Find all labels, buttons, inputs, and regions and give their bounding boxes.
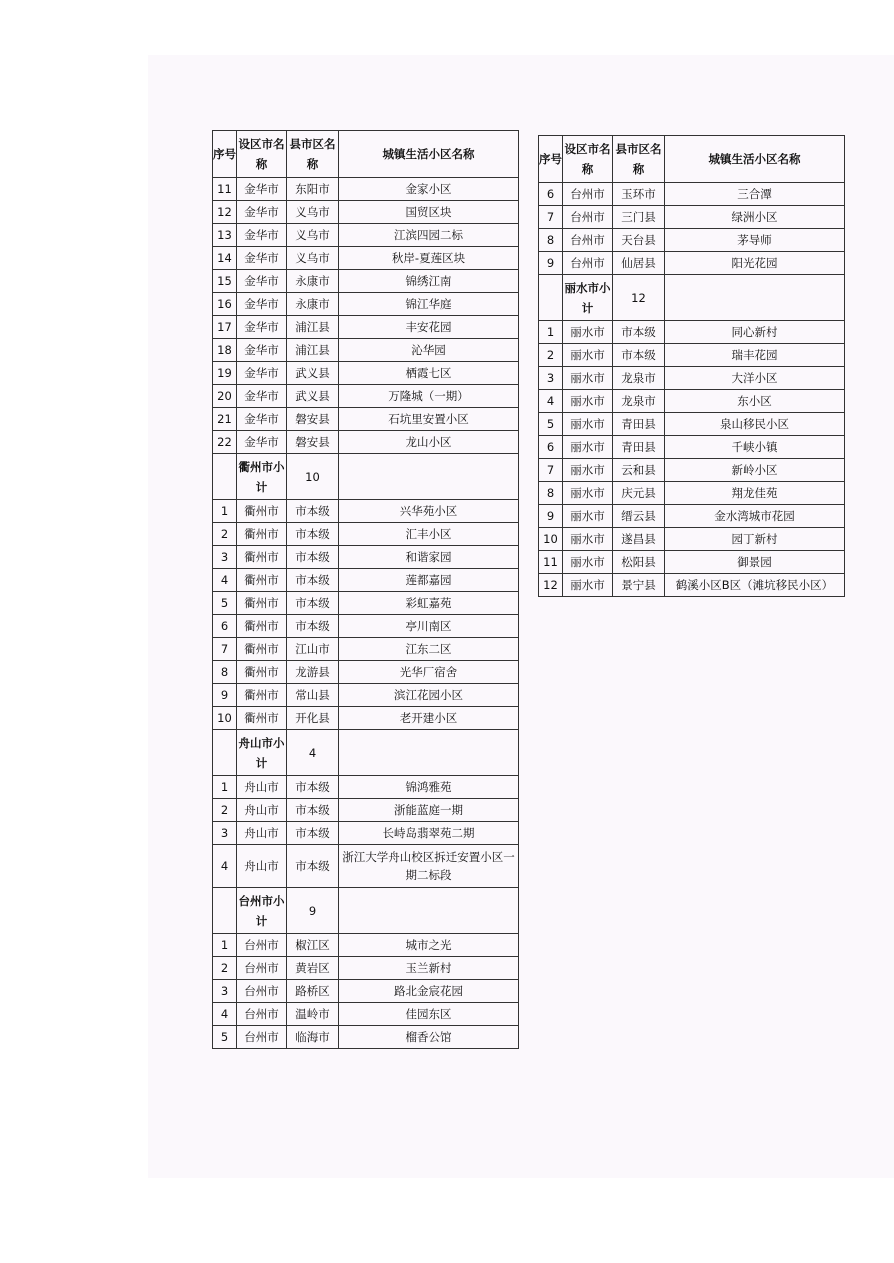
cell-community-name: 茅导师 xyxy=(665,229,845,252)
header-name: 城镇生活小区名称 xyxy=(339,131,519,178)
subtotal-label: 舟山市小计 xyxy=(237,730,287,776)
cell-county: 市本级 xyxy=(287,822,339,845)
cell-community-name: 东小区 xyxy=(665,390,845,413)
cell-city: 舟山市 xyxy=(237,799,287,822)
cell-seq: 4 xyxy=(213,845,237,888)
subtotal-count: 9 xyxy=(287,888,339,934)
cell-county: 黄岩区 xyxy=(287,957,339,980)
cell-community-name: 泉山移民小区 xyxy=(665,413,845,436)
subtotal-blank-cell xyxy=(665,275,845,321)
community-table-left xyxy=(212,130,519,1049)
cell-seq: 21 xyxy=(213,408,237,431)
cell-seq: 15 xyxy=(213,270,237,293)
cell-community-name: 三合潭 xyxy=(665,183,845,206)
cell-city: 衢州市 xyxy=(237,615,287,638)
cell-city: 丽水市 xyxy=(563,436,613,459)
cell-seq: 17 xyxy=(213,316,237,339)
cell-city: 丽水市 xyxy=(563,482,613,505)
cell-city: 金华市 xyxy=(237,224,287,247)
cell-seq: 11 xyxy=(539,551,563,574)
table-header-row xyxy=(539,136,845,183)
cell-county: 市本级 xyxy=(287,799,339,822)
cell-county: 临海市 xyxy=(287,1026,339,1049)
cell-county: 遂昌县 xyxy=(613,528,665,551)
cell-county: 龙泉市 xyxy=(613,367,665,390)
cell-community-name: 滨江花园小区 xyxy=(339,684,519,707)
cell-seq: 20 xyxy=(213,385,237,408)
cell-county: 玉环市 xyxy=(613,183,665,206)
cell-county: 龙游县 xyxy=(287,661,339,684)
table-row xyxy=(213,569,519,592)
subtotal-count: 4 xyxy=(287,730,339,776)
cell-county: 市本级 xyxy=(613,344,665,367)
table-row xyxy=(539,229,845,252)
cell-county: 路桥区 xyxy=(287,980,339,1003)
subtotal-blank-cell xyxy=(213,730,237,776)
cell-city: 金华市 xyxy=(237,408,287,431)
cell-community-name: 江东二区 xyxy=(339,638,519,661)
cell-county: 永康市 xyxy=(287,270,339,293)
header-seq: 序号 xyxy=(213,131,237,178)
cell-city: 台州市 xyxy=(563,252,613,275)
cell-seq: 8 xyxy=(539,229,563,252)
table-row xyxy=(213,980,519,1003)
cell-community-name: 绿洲小区 xyxy=(665,206,845,229)
subtotal-blank-cell xyxy=(339,730,519,776)
cell-county: 永康市 xyxy=(287,293,339,316)
table-row xyxy=(213,707,519,730)
cell-city: 丽水市 xyxy=(563,551,613,574)
table-row xyxy=(539,206,845,229)
subtotal-row xyxy=(213,454,519,500)
cell-community-name: 新岭小区 xyxy=(665,459,845,482)
cell-community-name: 丰安花园 xyxy=(339,316,519,339)
table-row xyxy=(539,482,845,505)
cell-city: 台州市 xyxy=(563,183,613,206)
cell-city: 台州市 xyxy=(237,980,287,1003)
header-city: 设区市名称 xyxy=(237,131,287,178)
cell-community-name: 汇丰小区 xyxy=(339,523,519,546)
cell-seq: 7 xyxy=(213,638,237,661)
table-row xyxy=(213,408,519,431)
cell-seq: 18 xyxy=(213,339,237,362)
cell-county: 缙云县 xyxy=(613,505,665,528)
cell-city: 金华市 xyxy=(237,178,287,201)
cell-community-name: 园丁新村 xyxy=(665,528,845,551)
cell-city: 丽水市 xyxy=(563,459,613,482)
cell-city: 舟山市 xyxy=(237,776,287,799)
cell-city: 金华市 xyxy=(237,293,287,316)
cell-community-name: 大洋小区 xyxy=(665,367,845,390)
cell-community-name: 千峡小镇 xyxy=(665,436,845,459)
table-row xyxy=(539,436,845,459)
cell-community-name: 浙江大学舟山校区拆迁安置小区一期二标段 xyxy=(339,845,519,888)
cell-community-name: 莲都嘉园 xyxy=(339,569,519,592)
subtotal-label: 衢州市小计 xyxy=(237,454,287,500)
cell-county: 武义县 xyxy=(287,385,339,408)
cell-city: 台州市 xyxy=(237,957,287,980)
cell-seq: 6 xyxy=(539,436,563,459)
cell-seq: 5 xyxy=(213,592,237,615)
cell-city: 台州市 xyxy=(563,206,613,229)
cell-city: 衢州市 xyxy=(237,661,287,684)
cell-seq: 10 xyxy=(213,707,237,730)
cell-county: 景宁县 xyxy=(613,574,665,597)
cell-community-name: 锦江华庭 xyxy=(339,293,519,316)
cell-county: 温岭市 xyxy=(287,1003,339,1026)
cell-city: 衢州市 xyxy=(237,684,287,707)
subtotal-blank-cell xyxy=(539,275,563,321)
cell-county: 磐安县 xyxy=(287,431,339,454)
cell-community-name: 鹤溪小区B区（滩坑移民小区） xyxy=(665,574,845,597)
cell-city: 金华市 xyxy=(237,431,287,454)
table-row xyxy=(213,523,519,546)
cell-community-name: 和谐家园 xyxy=(339,546,519,569)
cell-city: 衢州市 xyxy=(237,638,287,661)
table-row xyxy=(213,684,519,707)
cell-community-name: 万隆城（一期） xyxy=(339,385,519,408)
cell-community-name: 石坑里安置小区 xyxy=(339,408,519,431)
cell-community-name: 锦绣江南 xyxy=(339,270,519,293)
cell-seq: 2 xyxy=(213,799,237,822)
header-county: 县市区名称 xyxy=(287,131,339,178)
cell-county: 东阳市 xyxy=(287,178,339,201)
subtotal-count: 10 xyxy=(287,454,339,500)
table-row xyxy=(213,385,519,408)
cell-seq: 3 xyxy=(213,822,237,845)
table-row xyxy=(213,293,519,316)
cell-seq: 1 xyxy=(539,321,563,344)
header-name: 城镇生活小区名称 xyxy=(665,136,845,183)
cell-county: 武义县 xyxy=(287,362,339,385)
cell-city: 丽水市 xyxy=(563,344,613,367)
subtotal-row xyxy=(213,730,519,776)
cell-community-name: 长峙岛翡翠苑二期 xyxy=(339,822,519,845)
cell-city: 丽水市 xyxy=(563,367,613,390)
cell-county: 市本级 xyxy=(287,500,339,523)
table-row xyxy=(213,362,519,385)
cell-community-name: 秋岸-夏莲区块 xyxy=(339,247,519,270)
cell-community-name: 阳光花园 xyxy=(665,252,845,275)
cell-county: 松阳县 xyxy=(613,551,665,574)
cell-community-name: 江滨四园二标 xyxy=(339,224,519,247)
cell-seq: 9 xyxy=(213,684,237,707)
cell-community-name: 浙能蓝庭一期 xyxy=(339,799,519,822)
cell-county: 云和县 xyxy=(613,459,665,482)
cell-city: 金华市 xyxy=(237,201,287,224)
cell-city: 台州市 xyxy=(237,1026,287,1049)
cell-community-name: 沁华园 xyxy=(339,339,519,362)
cell-seq: 8 xyxy=(539,482,563,505)
cell-seq: 19 xyxy=(213,362,237,385)
cell-community-name: 老开建小区 xyxy=(339,707,519,730)
cell-county: 市本级 xyxy=(287,776,339,799)
table-row xyxy=(213,247,519,270)
cell-city: 丽水市 xyxy=(563,505,613,528)
cell-county: 市本级 xyxy=(287,845,339,888)
cell-community-name: 翔龙佳苑 xyxy=(665,482,845,505)
cell-community-name: 光华厂宿舍 xyxy=(339,661,519,684)
cell-seq: 7 xyxy=(539,206,563,229)
cell-county: 义乌市 xyxy=(287,224,339,247)
cell-community-name: 玉兰新村 xyxy=(339,957,519,980)
table-row xyxy=(213,500,519,523)
cell-city: 丽水市 xyxy=(563,528,613,551)
cell-seq: 14 xyxy=(213,247,237,270)
cell-seq: 3 xyxy=(213,980,237,1003)
cell-city: 衢州市 xyxy=(237,500,287,523)
cell-county: 青田县 xyxy=(613,413,665,436)
cell-seq: 4 xyxy=(213,569,237,592)
subtotal-count: 12 xyxy=(613,275,665,321)
cell-county: 仙居县 xyxy=(613,252,665,275)
cell-seq: 6 xyxy=(213,615,237,638)
table-row xyxy=(213,799,519,822)
cell-community-name: 彩虹嘉苑 xyxy=(339,592,519,615)
cell-county: 市本级 xyxy=(287,569,339,592)
cell-city: 金华市 xyxy=(237,316,287,339)
cell-city: 舟山市 xyxy=(237,822,287,845)
table-row xyxy=(213,822,519,845)
cell-county: 市本级 xyxy=(287,615,339,638)
subtotal-row xyxy=(539,275,845,321)
cell-seq: 7 xyxy=(539,459,563,482)
cell-seq: 12 xyxy=(539,574,563,597)
subtotal-blank-cell xyxy=(339,454,519,500)
cell-city: 舟山市 xyxy=(237,845,287,888)
cell-community-name: 瑞丰花园 xyxy=(665,344,845,367)
table-row xyxy=(213,316,519,339)
header-county: 县市区名称 xyxy=(613,136,665,183)
cell-seq: 12 xyxy=(213,201,237,224)
cell-seq: 1 xyxy=(213,500,237,523)
table-row xyxy=(539,528,845,551)
table-row xyxy=(539,183,845,206)
cell-community-name: 御景园 xyxy=(665,551,845,574)
cell-community-name: 城市之光 xyxy=(339,934,519,957)
cell-city: 丽水市 xyxy=(563,321,613,344)
cell-seq: 3 xyxy=(213,546,237,569)
cell-community-name: 国贸区块 xyxy=(339,201,519,224)
cell-city: 台州市 xyxy=(563,229,613,252)
table-row xyxy=(539,551,845,574)
table-row xyxy=(213,934,519,957)
cell-city: 台州市 xyxy=(237,934,287,957)
cell-seq: 5 xyxy=(539,413,563,436)
subtotal-row xyxy=(213,888,519,934)
cell-county: 椒江区 xyxy=(287,934,339,957)
subtotal-blank-cell xyxy=(213,454,237,500)
subtotal-label: 台州市小计 xyxy=(237,888,287,934)
table-row xyxy=(213,845,519,888)
cell-seq: 10 xyxy=(539,528,563,551)
table-row xyxy=(213,776,519,799)
cell-city: 金华市 xyxy=(237,385,287,408)
header-city: 设区市名称 xyxy=(563,136,613,183)
cell-county: 天台县 xyxy=(613,229,665,252)
cell-seq: 9 xyxy=(539,252,563,275)
table-row xyxy=(213,615,519,638)
cell-community-name: 栖霞七区 xyxy=(339,362,519,385)
cell-seq: 2 xyxy=(539,344,563,367)
cell-seq: 8 xyxy=(213,661,237,684)
subtotal-blank-cell xyxy=(213,888,237,934)
table-row xyxy=(213,546,519,569)
cell-community-name: 兴华苑小区 xyxy=(339,500,519,523)
table-row xyxy=(213,661,519,684)
cell-county: 市本级 xyxy=(287,523,339,546)
table-row xyxy=(213,224,519,247)
cell-city: 金华市 xyxy=(237,247,287,270)
cell-city: 台州市 xyxy=(237,1003,287,1026)
cell-community-name: 金家小区 xyxy=(339,178,519,201)
cell-seq: 11 xyxy=(213,178,237,201)
table-row xyxy=(213,1003,519,1026)
cell-city: 丽水市 xyxy=(563,574,613,597)
table-row xyxy=(213,592,519,615)
cell-seq: 22 xyxy=(213,431,237,454)
cell-county: 青田县 xyxy=(613,436,665,459)
cell-city: 丽水市 xyxy=(563,413,613,436)
cell-city: 金华市 xyxy=(237,339,287,362)
cell-community-name: 佳园东区 xyxy=(339,1003,519,1026)
cell-county: 义乌市 xyxy=(287,247,339,270)
table-row xyxy=(213,270,519,293)
cell-city: 衢州市 xyxy=(237,546,287,569)
cell-county: 市本级 xyxy=(287,546,339,569)
table-row xyxy=(213,957,519,980)
cell-seq: 16 xyxy=(213,293,237,316)
table-row xyxy=(539,574,845,597)
cell-community-name: 锦鸿雅苑 xyxy=(339,776,519,799)
table-row xyxy=(213,339,519,362)
table-row xyxy=(539,321,845,344)
cell-county: 常山县 xyxy=(287,684,339,707)
table-row xyxy=(539,390,845,413)
cell-county: 磐安县 xyxy=(287,408,339,431)
cell-seq: 1 xyxy=(213,934,237,957)
cell-seq: 13 xyxy=(213,224,237,247)
cell-city: 衢州市 xyxy=(237,707,287,730)
cell-community-name: 金水湾城市花园 xyxy=(665,505,845,528)
cell-seq: 4 xyxy=(539,390,563,413)
table-row xyxy=(539,413,845,436)
cell-seq: 9 xyxy=(539,505,563,528)
cell-county: 义乌市 xyxy=(287,201,339,224)
cell-seq: 6 xyxy=(539,183,563,206)
table-row xyxy=(213,1026,519,1049)
cell-county: 开化县 xyxy=(287,707,339,730)
cell-seq: 2 xyxy=(213,523,237,546)
table-row xyxy=(539,459,845,482)
cell-county: 江山市 xyxy=(287,638,339,661)
subtotal-blank-cell xyxy=(339,888,519,934)
cell-community-name: 榴香公馆 xyxy=(339,1026,519,1049)
cell-seq: 5 xyxy=(213,1026,237,1049)
cell-city: 金华市 xyxy=(237,362,287,385)
cell-county: 三门县 xyxy=(613,206,665,229)
header-seq: 序号 xyxy=(539,136,563,183)
cell-city: 金华市 xyxy=(237,270,287,293)
table-row xyxy=(213,431,519,454)
cell-county: 浦江县 xyxy=(287,316,339,339)
cell-community-name: 龙山小区 xyxy=(339,431,519,454)
table-row xyxy=(213,178,519,201)
community-table-right xyxy=(538,135,845,597)
cell-community-name: 同心新村 xyxy=(665,321,845,344)
cell-city: 衢州市 xyxy=(237,569,287,592)
cell-seq: 1 xyxy=(213,776,237,799)
table-row xyxy=(539,505,845,528)
cell-county: 庆元县 xyxy=(613,482,665,505)
cell-seq: 3 xyxy=(539,367,563,390)
cell-seq: 2 xyxy=(213,957,237,980)
subtotal-label: 丽水市小计 xyxy=(563,275,613,321)
table-row xyxy=(539,252,845,275)
table-row xyxy=(213,638,519,661)
cell-seq: 4 xyxy=(213,1003,237,1026)
table-row xyxy=(213,201,519,224)
table-row xyxy=(539,367,845,390)
cell-community-name: 亭川南区 xyxy=(339,615,519,638)
cell-county: 市本级 xyxy=(613,321,665,344)
cell-city: 衢州市 xyxy=(237,523,287,546)
cell-county: 市本级 xyxy=(287,592,339,615)
cell-county: 龙泉市 xyxy=(613,390,665,413)
table-header-row xyxy=(213,131,519,178)
cell-community-name: 路北金宸花园 xyxy=(339,980,519,1003)
table-row xyxy=(539,344,845,367)
cell-county: 浦江县 xyxy=(287,339,339,362)
cell-city: 丽水市 xyxy=(563,390,613,413)
cell-city: 衢州市 xyxy=(237,592,287,615)
